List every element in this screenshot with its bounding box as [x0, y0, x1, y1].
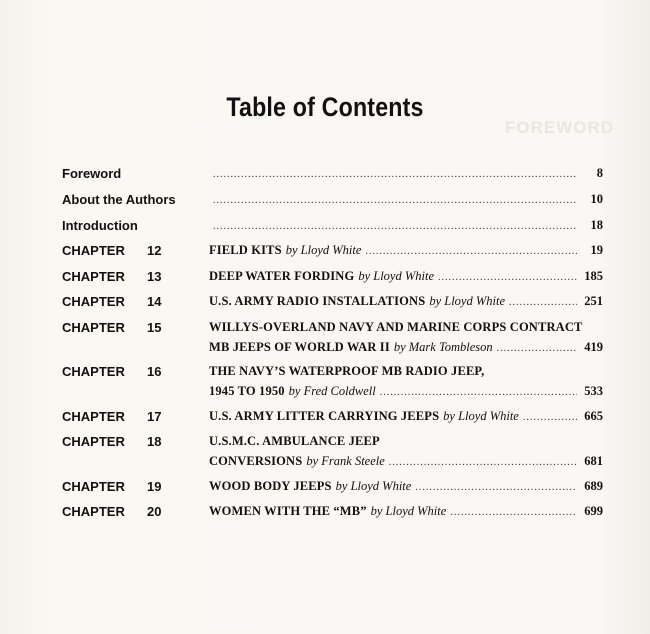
chapter-number: 12 [147, 243, 162, 258]
page-number: 689 [584, 479, 603, 493]
chapter-author: by Lloyd White [370, 504, 447, 518]
chapter-label: CHAPTER [62, 320, 125, 335]
chapter-number: 16 [147, 364, 162, 379]
chapter-author: by Lloyd White [285, 243, 362, 257]
chapter-title: U.S. ARMY LITTER CARRYING JEEPS [209, 409, 440, 423]
chapter-label: CHAPTER [62, 504, 125, 519]
chapter-title: DEEP WATER FORDING [209, 269, 355, 283]
entry-label: Introduction [62, 218, 138, 233]
page-number: 10 [590, 192, 603, 206]
chapter-label: CHAPTER [62, 243, 125, 258]
page-number: 665 [584, 409, 603, 423]
chapter-title-line1: U.S.M.C. AMBULANCE JEEP [209, 434, 380, 448]
chapter-author: by Lloyd White [429, 294, 505, 308]
chapter-author: by Lloyd White [443, 409, 519, 423]
chapter-title: 1945 TO 1950 [209, 384, 285, 398]
leader-dots [213, 221, 577, 232]
chapter-number: 15 [147, 320, 162, 335]
chapter-number: 14 [147, 294, 162, 309]
chapter-label: CHAPTER [62, 434, 125, 449]
bleed-through-text: FOREWORD [505, 118, 615, 137]
chapter-label: CHAPTER [62, 479, 125, 494]
leader-dots [523, 412, 577, 423]
page-number: 19 [590, 243, 603, 257]
chapter-number: 19 [147, 479, 162, 494]
entry-label: About the Authors [62, 192, 176, 207]
page-number: 419 [584, 340, 603, 354]
leader-dots [450, 507, 577, 518]
leader-dots [365, 246, 577, 257]
chapter-number: 13 [147, 269, 162, 284]
leader-dots [213, 195, 577, 206]
chapter-author: by Mark Tombleson [393, 340, 493, 354]
chapter-author: by Fred Coldwell [288, 384, 376, 398]
leader-dots [509, 297, 577, 308]
chapter-title: MB JEEPS OF WORLD WAR II [209, 340, 390, 354]
chapter-title: WOMEN WITH THE “MB” [209, 504, 367, 518]
chapter-label: CHAPTER [62, 409, 125, 424]
page-number: 533 [584, 384, 603, 398]
chapter-title: CONVERSIONS [209, 454, 303, 468]
page-number: 681 [584, 454, 603, 468]
chapter-number: 20 [147, 504, 162, 519]
page-number: 185 [584, 269, 603, 283]
page-number: 699 [584, 504, 603, 518]
chapter-title-line1: WILLYS-OVERLAND NAVY AND MARINE CORPS CONTRACT [209, 320, 583, 334]
page-title: Table of Contents [226, 92, 424, 122]
chapter-label: CHAPTER [62, 364, 125, 379]
chapter-author: by Frank Steele [306, 454, 385, 468]
leader-dots [389, 457, 577, 468]
leader-dots [438, 272, 577, 283]
page-number: 251 [584, 294, 603, 308]
chapter-author: by Lloyd White [335, 479, 412, 493]
chapter-number: 17 [147, 409, 162, 424]
chapter-title: FIELD KITS [209, 243, 282, 257]
leader-dots [213, 169, 577, 180]
chapter-number: 18 [147, 434, 162, 449]
chapter-label: CHAPTER [62, 294, 125, 309]
chapter-title: U.S. ARMY RADIO INSTALLATIONS [209, 294, 426, 308]
leader-dots [497, 343, 577, 354]
page-number: 18 [590, 218, 603, 232]
chapter-title: WOOD BODY JEEPS [209, 479, 332, 493]
leader-dots [415, 482, 577, 493]
entry-label: Foreword [62, 166, 122, 181]
chapter-title-line1: THE NAVY’S WATERPROOF MB RADIO JEEP, [209, 364, 485, 378]
chapter-label: CHAPTER [62, 269, 125, 284]
page-number: 8 [596, 166, 603, 180]
chapter-author: by Lloyd White [358, 269, 435, 283]
leader-dots [380, 387, 577, 398]
